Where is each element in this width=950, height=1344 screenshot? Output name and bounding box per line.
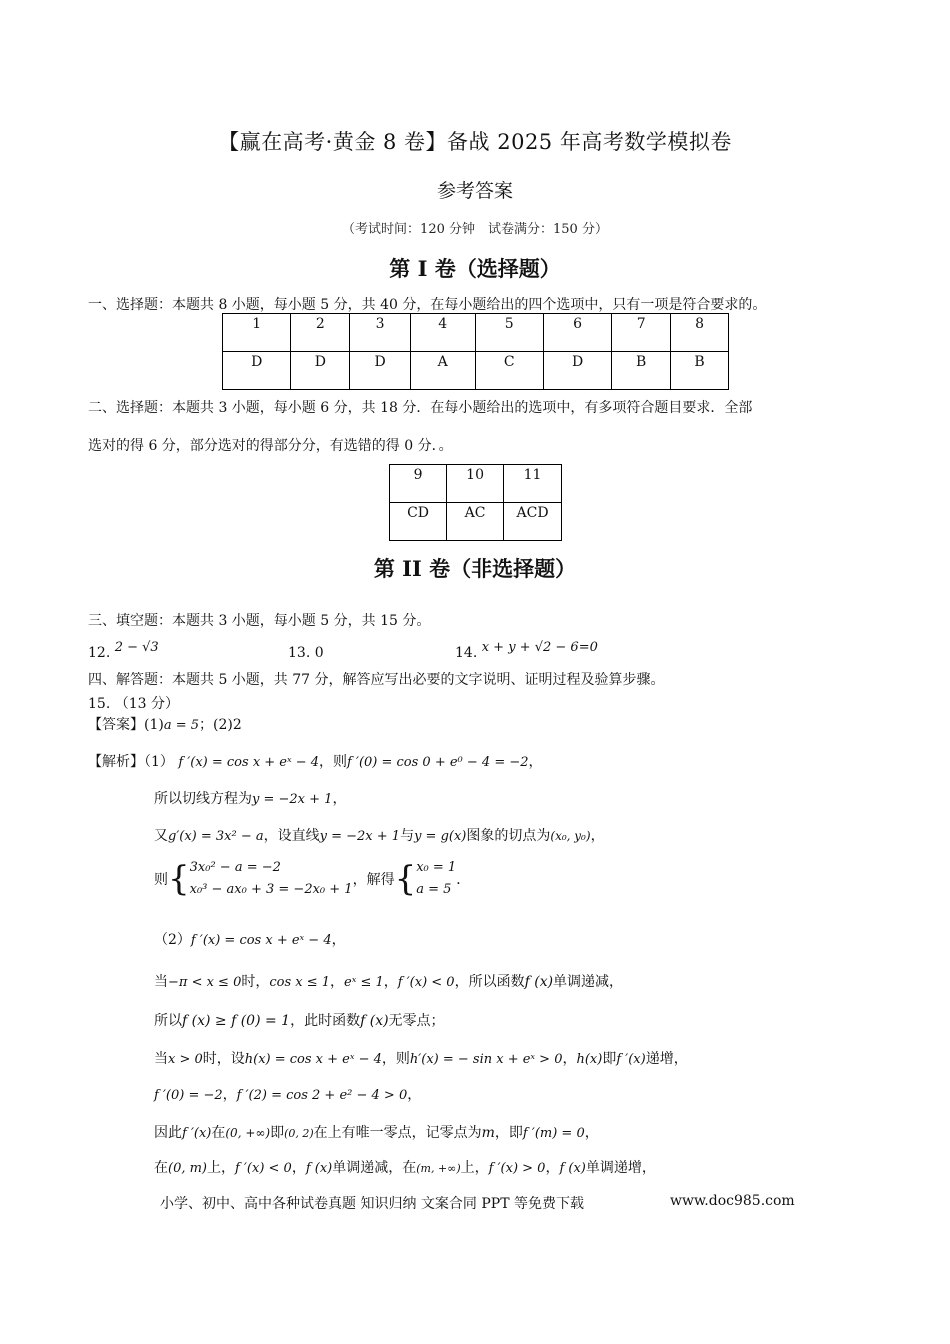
fill-12-label: 12.: [88, 645, 111, 661]
answer-label: 【答案】(1): [88, 717, 164, 733]
math: f ′(x) = cos x + eˣ − 4: [178, 755, 320, 770]
text: 又: [154, 828, 168, 844]
analysis-line-1: [88, 751, 543, 771]
math: f ′(x) = cos x + eˣ − 4: [190, 933, 332, 948]
equation: 3x₀² − a = −2: [189, 860, 281, 875]
text: ，: [584, 1125, 599, 1141]
math: (0, +∞): [225, 1126, 271, 1140]
table1-cell: A: [410, 352, 475, 390]
math: f ′(x) < 0: [397, 975, 455, 990]
text: ，: [590, 828, 605, 844]
table2-cell: 11: [504, 465, 562, 503]
text: 在: [211, 1125, 226, 1141]
fill-13-label: 13. 0: [288, 645, 324, 661]
document-subtitle: 参考答案: [436, 180, 513, 202]
text: 无零点；: [388, 1013, 445, 1029]
text: ，则: [319, 754, 348, 770]
text: 在上有唯一零点，记零点为: [313, 1125, 482, 1141]
section2-line2: 选对的得 6 分，部分选对的得部分分，有选错的得 0 分．。: [88, 438, 453, 454]
analysis-line-3: [154, 825, 605, 845]
text: 递增，: [645, 1051, 688, 1067]
part2-heading: 第 II 卷（非选择题）: [373, 556, 577, 581]
table1-cell: 8: [671, 314, 729, 352]
fill-14: [455, 640, 598, 661]
math: (0, m): [168, 1161, 208, 1176]
math: m: [481, 1125, 495, 1141]
math: (0, 2): [284, 1127, 314, 1140]
equation: a = 5: [416, 882, 452, 897]
table1-cell: 4: [410, 314, 475, 352]
exam-info: （考试时间：120 分钟 试卷满分：150 分）: [342, 222, 608, 237]
table1-cell: 3: [350, 314, 411, 352]
text: ．: [456, 872, 471, 888]
text: 因此: [154, 1125, 182, 1141]
analysis-line-9: [154, 1084, 421, 1104]
section3-text: 三、填空题：本题共 3 小题，每小题 5 分，共 15 分。: [88, 613, 431, 629]
math: x > 0: [168, 1052, 203, 1067]
text: 当: [154, 974, 168, 990]
answer-table-2: [389, 464, 562, 541]
text: 图象的切点为: [466, 828, 551, 844]
answer-rest: ；(2)2: [199, 717, 242, 733]
text: ，则: [381, 1051, 410, 1067]
text: ，: [383, 974, 398, 990]
math: (x₀, y₀): [550, 829, 591, 843]
text: ，: [330, 974, 345, 990]
left-brace-icon: {: [168, 859, 190, 899]
text: ，此时函数: [290, 1013, 361, 1029]
table2-number-row: [390, 465, 562, 503]
text: 单调递减，在: [332, 1160, 417, 1176]
table1-cell: C: [475, 352, 543, 390]
text: ，设直线: [263, 828, 320, 844]
table2-cell: CD: [390, 503, 447, 541]
text: ，: [545, 1160, 560, 1176]
math: y = g(x): [414, 829, 467, 844]
equation-system-1: [190, 857, 353, 901]
math: f ′(x): [182, 1126, 212, 1141]
analysis-line-10: [154, 1122, 599, 1142]
table1-cell: D: [291, 352, 350, 390]
text: ，: [222, 1087, 237, 1103]
math: −π < x ≤ 0: [168, 975, 242, 990]
section2-line1: 二、选择题：本题共 3 小题，每小题 6 分，共 18 分．在每小题给出的选项中，有多项符合题目要求．全部: [88, 400, 753, 416]
text: 所以切线方程为: [154, 791, 252, 807]
text: 即: [602, 1051, 617, 1067]
text: 所以: [154, 1013, 182, 1029]
text: ，解得: [352, 872, 395, 888]
math: y = −2x + 1: [252, 792, 333, 807]
text: 即: [270, 1125, 285, 1141]
answer-table-1: [222, 313, 729, 390]
equation: x₀ = 1: [416, 860, 457, 875]
table2-cell: 10: [447, 465, 504, 503]
analysis-line-8: [154, 1048, 688, 1068]
math: f (x): [305, 1161, 333, 1176]
math: f (x): [524, 974, 554, 990]
table1-answer-row: [223, 352, 729, 390]
table2-cell: ACD: [504, 503, 562, 541]
text: 则: [154, 872, 168, 888]
equation: x₀³ − ax₀ + 3 = −2x₀ + 1: [189, 882, 353, 897]
text: ，: [331, 932, 346, 948]
math: f ′(0) = cos 0 + e⁰ − 4 = −2: [347, 755, 529, 770]
text: ，: [291, 1160, 306, 1176]
section1-text: 一、选择题：本题共 8 小题，每小题 5 分，共 40 分，在每小题给出的四个选项中，只有一项是符合要求的。: [88, 297, 767, 313]
analysis-line-7: [154, 1010, 445, 1030]
math: y = −2x + 1: [319, 829, 401, 844]
analysis-line-5: [154, 929, 346, 949]
text: ，: [407, 1087, 422, 1103]
table1-cell: D: [543, 352, 611, 390]
table1-cell: D: [223, 352, 291, 390]
math: f ′(x) > 0: [488, 1161, 546, 1176]
part1-heading: 第 I 卷（选择题）: [389, 256, 561, 281]
equation-system-2: [416, 857, 456, 901]
text: 上，: [207, 1160, 236, 1176]
table1-cell: 2: [291, 314, 350, 352]
answer-line: [88, 714, 242, 734]
text: ，即: [494, 1125, 523, 1141]
table1-cell: 7: [612, 314, 671, 352]
footer-text: 小学、初中、高中各种试卷真题 知识归纳 文案合同 PPT 等免费下载: [160, 1196, 584, 1212]
table2-answer-row: [390, 503, 562, 541]
table1-cell: B: [612, 352, 671, 390]
analysis-line-4: [154, 857, 470, 909]
text: 单调递增，: [585, 1160, 656, 1176]
math: h(x) = cos x + eˣ − 4: [244, 1052, 382, 1067]
text: 上，: [460, 1160, 489, 1176]
math: f ′(x): [616, 1052, 646, 1067]
text: 时，: [241, 974, 270, 990]
table1-cell: 6: [543, 314, 611, 352]
math: f (x) ≥ f (0) = 1: [182, 1013, 291, 1029]
analysis-line-6: [154, 971, 623, 991]
text: 时，设: [202, 1051, 245, 1067]
math: f ′(m) = 0: [522, 1126, 585, 1141]
left-brace-icon: {: [394, 859, 417, 899]
fill-12: [88, 640, 159, 661]
fill-12-value: 2 − √3: [114, 640, 159, 655]
analysis-line-2: [154, 788, 346, 808]
math: h(x): [576, 1052, 603, 1067]
text: 与: [400, 828, 415, 844]
math: f (x): [360, 1013, 389, 1029]
table1-cell: 1: [223, 314, 291, 352]
fill-14-label: 14.: [455, 645, 478, 661]
table1-cell: 5: [475, 314, 543, 352]
fill-14-value: x + y + √2 − 6=0: [481, 640, 598, 655]
text: ，所以函数: [454, 974, 525, 990]
footer-url[interactable]: www.doc985.com: [670, 1193, 795, 1209]
section4-text: 四、解答题：本题共 5 小题，共 77 分，解答应写出必要的文字说明、证明过程及验算步骤。: [88, 672, 665, 688]
table1-cell: D: [350, 352, 411, 390]
analysis-label: 【解析】（1）: [88, 754, 174, 770]
text: ，: [528, 754, 543, 770]
text: ，: [332, 791, 347, 807]
text: 单调递减，: [553, 974, 624, 990]
math: g′(x) = 3x² − a: [168, 829, 264, 844]
text: ，: [562, 1051, 577, 1067]
math: f ′(x) < 0: [235, 1161, 292, 1176]
text: 当: [154, 1051, 168, 1067]
table2-cell: 9: [390, 465, 447, 503]
math: h′(x) = − sin x + eˣ > 0: [409, 1052, 563, 1067]
q15-label: 15. （13 分）: [88, 696, 179, 712]
analysis-line-11: [154, 1157, 656, 1177]
math: f ′(2) = cos 2 + e² − 4 > 0: [236, 1088, 408, 1103]
answer-a: a = 5: [163, 718, 200, 733]
text: （2）: [154, 932, 191, 948]
math: cos x ≤ 1: [269, 975, 331, 990]
math: f ′(0) = −2: [154, 1088, 223, 1103]
math: (m, +∞): [416, 1162, 461, 1175]
document-title: 【赢在高考·黄金 8 卷】备战 2025 年高考数学模拟卷: [218, 130, 732, 154]
table2-cell: AC: [447, 503, 504, 541]
math: f (x): [559, 1161, 586, 1176]
table1-number-row: [223, 314, 729, 352]
math: eˣ ≤ 1: [344, 975, 384, 990]
text: 在: [154, 1160, 168, 1176]
table1-cell: B: [671, 352, 729, 390]
